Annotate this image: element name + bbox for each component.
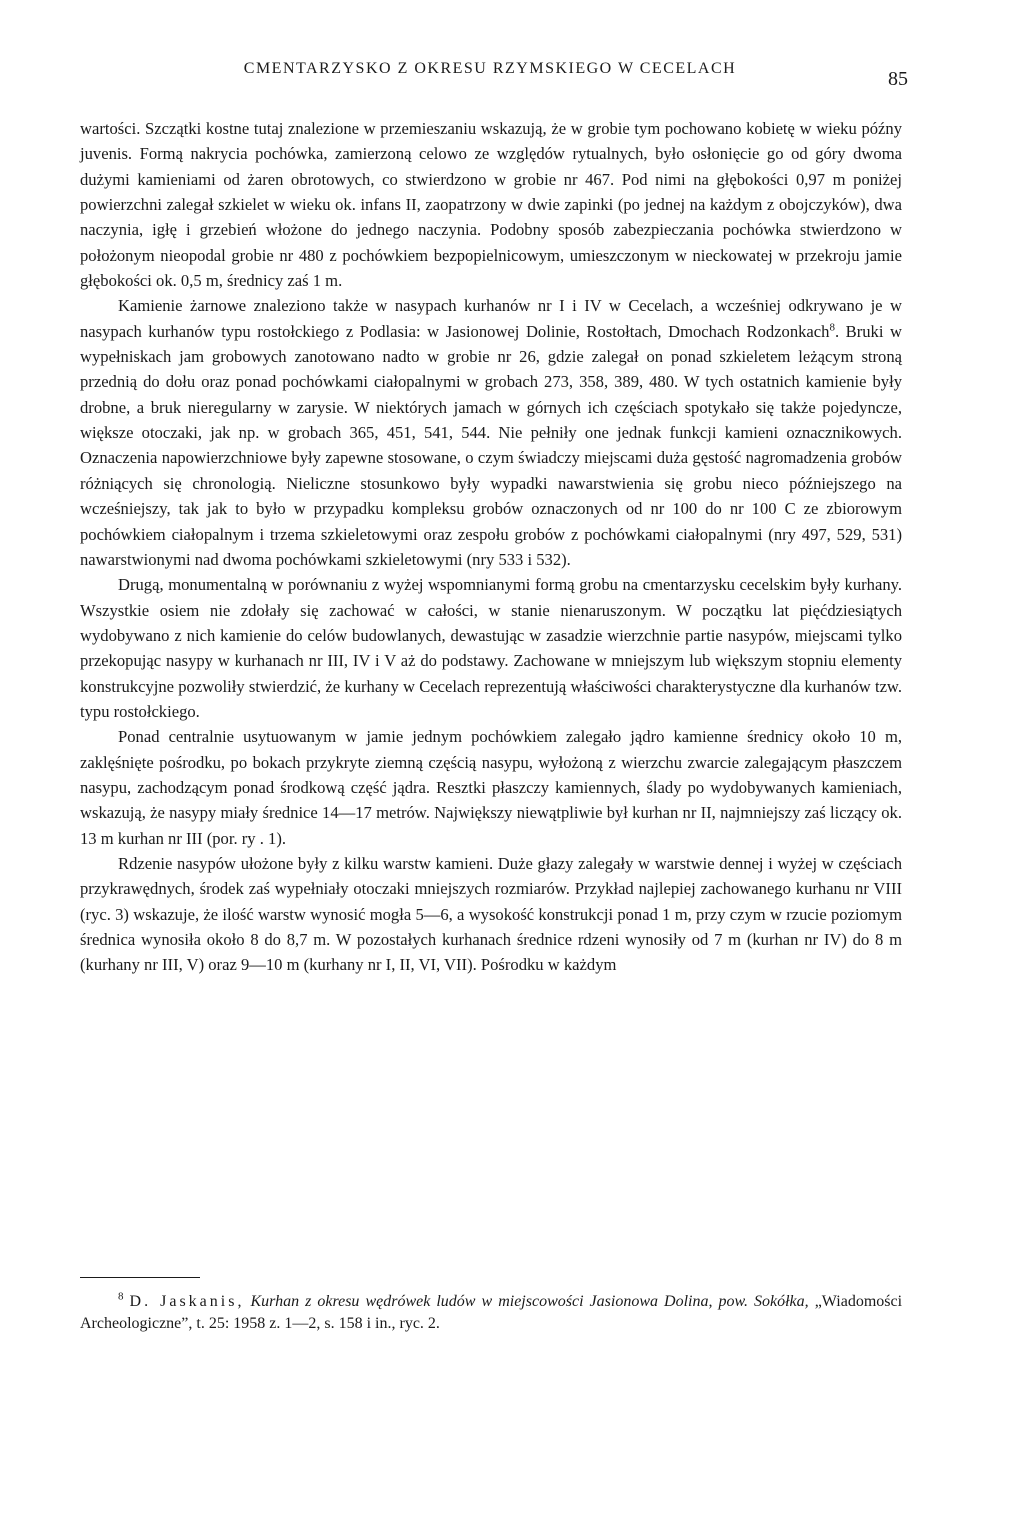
footnote-divider bbox=[80, 1277, 200, 1278]
paragraph-2 bbox=[80, 293, 902, 572]
footnote-number: 8 bbox=[118, 1290, 124, 1303]
page-number: 85 bbox=[888, 68, 908, 90]
paragraph-5: Rdzenie nasypów ułożone były z kilku warstw kamieni. Duże głazy zalegały w warstwie dennej i wyżej w częściach przykrawędnych, środek zaś wypełniały otoczaki mniejszych rozmiarów. Przykład najlepiej zachowanego kurhanu nr VIII (ryc. 3) wskazuje, że ilość warstw wynosić mogła 5—6, a wysokość konstrukcji ponad 1 m, przy czym w rzucie poziomym średnica wynosiła około 8 do 8,7 m. W pozostałych kurhanach średnice rdzeni wynosiły od 7 m (kurhan nr IV) do 8 m (kurhany nr III, V) oraz 9—10 m (kurhany nr I, II, VI, VII). Pośrodku w każdym bbox=[80, 853, 902, 975]
running-header: CMENTARZYSKO Z OKRESU RZYMSKIEGO W CECELACH bbox=[243, 60, 737, 77]
footnote-reference-8[interactable]: 8 bbox=[829, 321, 835, 334]
paragraph-2-text-b: . Bruki w wypełniskach jam grobowych zanotowano nadto w grobie nr 26, gdzie zalegał on ponad szkieletem leżącym stroną przednią do dołu oraz ponad pochówkami ciałopalnymi w grobach 273, 358, 389, 480. W tych ostatnich kamienie były drobne, a bruk nieregularny w zarysie. W niektórych jamach w górnych ich częściach spotykało się także pojedyncze, większe otoczaki, jak np. w grobach 365, 451, 541, 544. Nie pełniły one jednak funkcji kamieni oznacznikowych. Oznaczenia napowierzchniowe były zapewne stosowane, o czym świadczy miejscami duża gęstość nagromadzenia grobów różniących się chronologią. Nieliczne stosunkowo były wypadki nawarstwienia się grobu nieco późniejszego na wcześniejszy, tak jak to było w przypadku kompleksu grobów oznaczonych od nr 100 do nr 100 C ze zbiorowym pochówkiem ciałopalnym i trzema szkieletowymi oraz zespołu grobów z pochówkami ciałopalnymi (nry 497, 529, 531) nawarstwionymi nad dwoma pochówkami szkieletowymi (nry 533 i 532). bbox=[80, 321, 902, 569]
footnote-8 bbox=[80, 1291, 902, 1335]
footnote-author: D. Jaskanis, bbox=[129, 1293, 245, 1310]
body-text bbox=[80, 116, 902, 978]
footnote-title: Kurhan z okresu wędrówek ludów w miejscowości Jasionowa Dolina, pow. Sokółka, bbox=[250, 1293, 809, 1310]
paragraph-1: wartości. Szczątki kostne tutaj znalezione w przemieszaniu wskazują, że w grobie tym pochowano kobietę w wieku późny juvenis. Formą nakrycia pochówka, zamierzoną celowo ze względów rytualnych, było osłonięcie go od góry dwoma dużymi kamieniami od żaren obrotowych, co stwierdzono w grobie nr 467. Pod nimi na głębokości 0,97 m poniżej powierzchni zalegał szkielet w wieku ok. infans II, zaopatrzony w dwie zapinki (po jednej na każdym z obojczyków), dwa naczynia, igłę i grzebień włożone do jednego naczynia. Podobny sposób zabezpieczania pochówka stwierdzono w położonym nieopodal grobie nr 480 z pochówkiem bezpopielnicowym, umieszczonym w nieckowatej w przekroju jamie głębokości ok. 0,5 m, średnicy zaś 1 m. bbox=[80, 119, 902, 291]
paragraph-4: Ponad centralnie usytuowanym w jamie jednym pochówkiem zalegało jądro kamienne średnicy około 10 m, zaklęśnięte pośrodku, po bokach przykryte ziemną częścią nasypu, wyłożoną z wierzchu zwarcie zalegającym płaszczem nasypu, zachodzącym ponad środkową część jądra. Resztki płaszczy kamiennych, ślady po wydobywanych kamieniach, wskazują, że nasypy miały średnice 14—17 metrów. Największy niewątpliwie był kurhan nr II, najmniejszy zaś liczący ok. 13 m kurhan nr III (por. ry . 1). bbox=[80, 727, 902, 848]
paragraph-2-text-a: Kamienie żarnowe znaleziono także w nasypach kurhanów nr I i IV w Cecelach, a wcześniej odkrywano je w nasypach kurhanów typu rostołckiego z Podlasia: w Jasionowej Dolinie, Rostołtach, Dmochach Rodzonkach bbox=[80, 296, 902, 341]
footnote-citation: „Wiadomości Archeologiczne”, t. 25: 1958 z. 1—2, s. 158 i in., ryc. 2. bbox=[80, 1293, 903, 1332]
paragraph-3: Drugą, monumentalną w porównaniu z wyżej wspomnianymi formą grobu na cmentarzysku cecelskim były kurhany. Wszystkie osiem nie zdołały się zachować w całości, w stanie nienaruszonym. W początku lat pięćdziesiątych wydobywano z nich kamienie do celów budowlanych, dewastując w zasadzie wierzchnie partie nasypów, miejscami tylko przekopując nasypy w kurhanach nr III, IV i V aż do podstawy. Zachowane w mniejszym lub większym stopniu elementy konstrukcyjne pozwoliły stwierdzić, że kurhany w Cecelach reprezentują właściwości charakterystyczne dla kurhanów tzw. typu rostołckiego. bbox=[80, 575, 902, 721]
